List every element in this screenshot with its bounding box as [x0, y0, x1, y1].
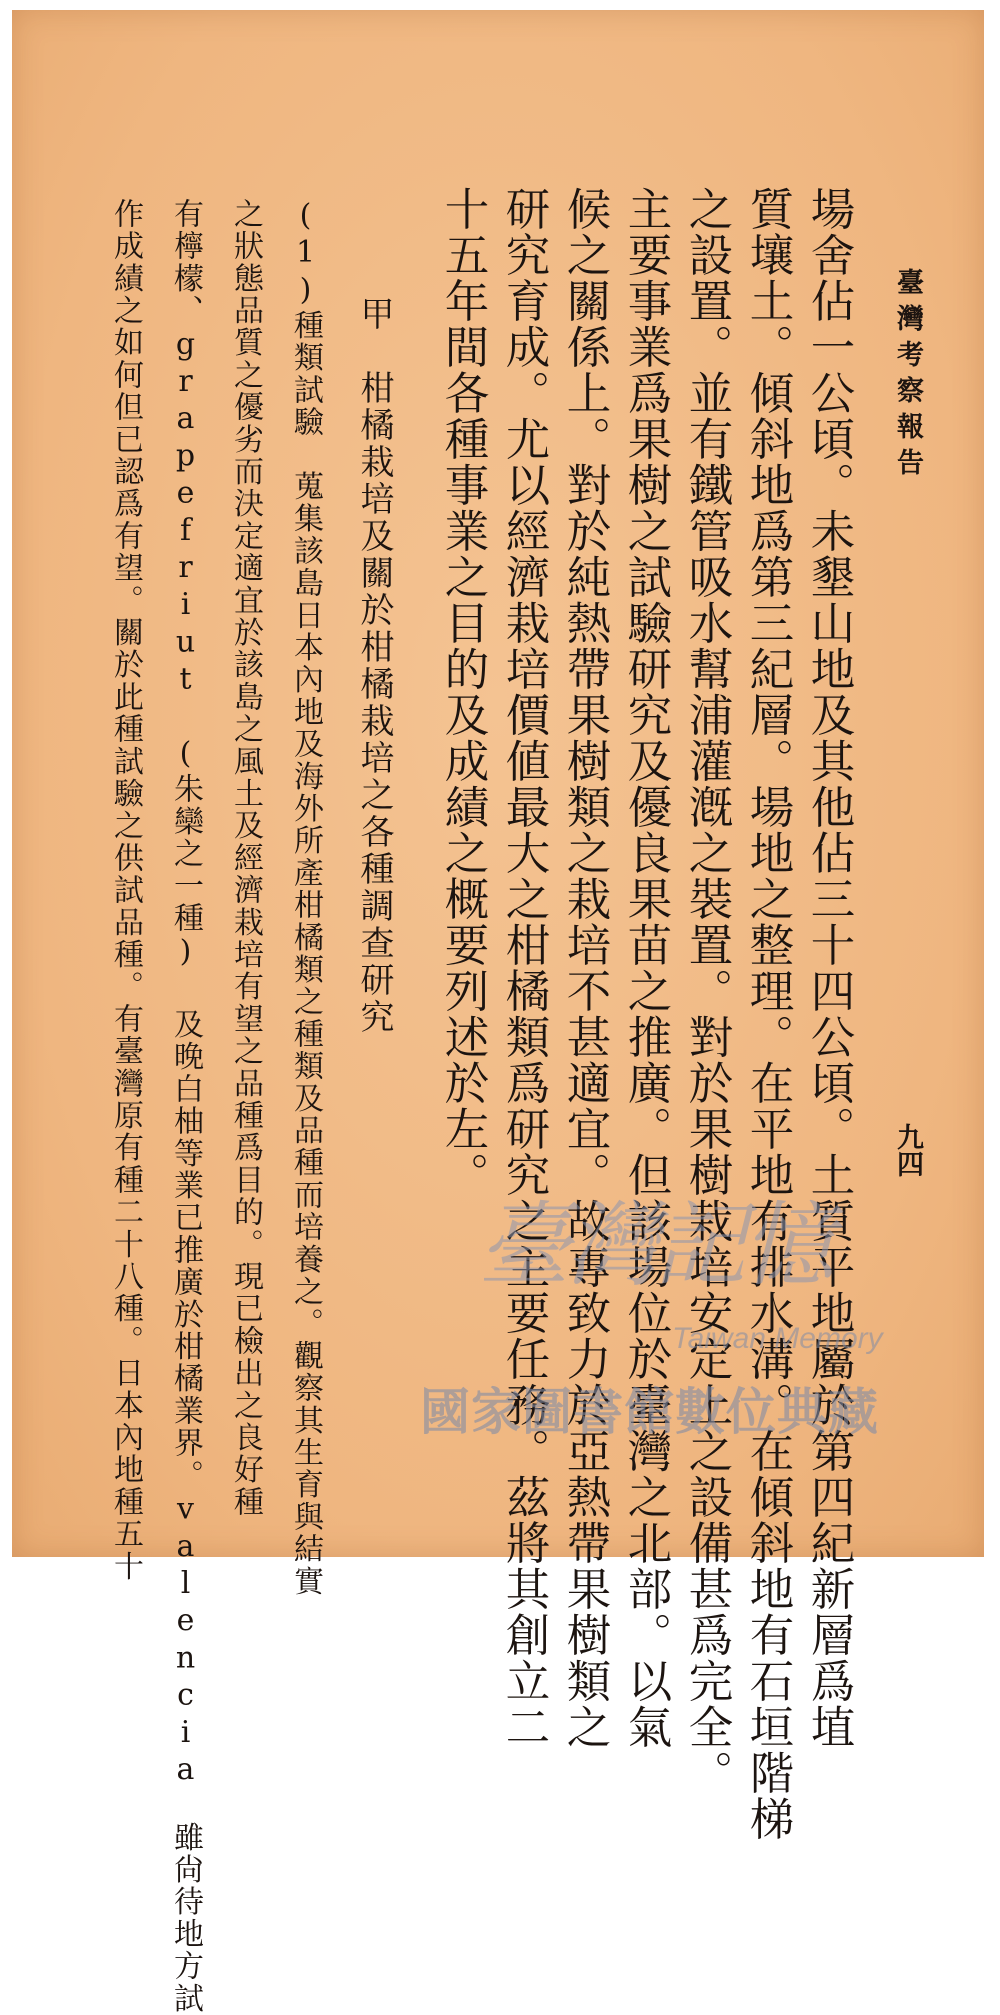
small-column-2: 之狀態品質之優劣而決定適宜於該島之風土及經濟栽培有望之品種爲目的。現已檢出之良好種	[228, 198, 263, 1519]
text-column-3: 之設置。並有鐵管吸水幫浦灌漑之裝置。對於果樹栽培安定上之設備甚爲完全。	[681, 186, 732, 1796]
text-column-7: 十五年間各種事業之目的及成績之概要列述於左。	[437, 186, 488, 1198]
section-heading: 甲 柑橘栽培及關於柑橘栽培之各種調查研究	[354, 296, 394, 1036]
watermark-english: Taiwan Memory	[672, 1322, 883, 1355]
watermark-collection: 國家圖書館數位典藏	[420, 1383, 879, 1441]
text-column-1: 場舍佔一公頃。未墾山地及其他佔三十四公頃。土質平地屬於第四紀新層爲埴	[803, 186, 854, 1750]
text-column-2: 質壤土。傾斜地爲第三紀層。場地之整理。在平地有排水溝。在傾斜地有石垣階梯	[742, 186, 793, 1842]
text-column-4: 主要事業爲果樹之試驗研究及優良果苗之推廣。但該場位於臺灣之北部。以氣	[620, 186, 671, 1750]
small-column-4: 作成績之如何但已認爲有望。關於此種試驗之供試品種。有臺灣原有種二十八種。日本內地種五十	[108, 198, 143, 1583]
text-column-6: 研究育成。尤以經濟栽培價値最大之柑橘類爲研究之主要任務。茲將其創立二	[498, 186, 549, 1750]
text-column-5: 候之關係上。對於純熱帶果樹類之栽培不甚適宜。故專致力於亞熱帶果樹類之	[559, 186, 610, 1750]
small-column-1: (1)種類試驗 蒐集該島日本內地及海外所產柑橘類之種類及品種而培養之。觀察其生育與結實	[288, 198, 323, 1598]
running-header: 臺灣考察報告	[892, 268, 923, 484]
small-column-3: 有檸檬、grapefriut (朱欒之一種) 及晚白柚等業已推廣於柑橘業界。valencia 雖尙待地方試	[168, 198, 203, 2015]
page-number: 九四	[892, 1123, 923, 1177]
watermark-logo: 臺灣記憶	[478, 1192, 831, 1299]
